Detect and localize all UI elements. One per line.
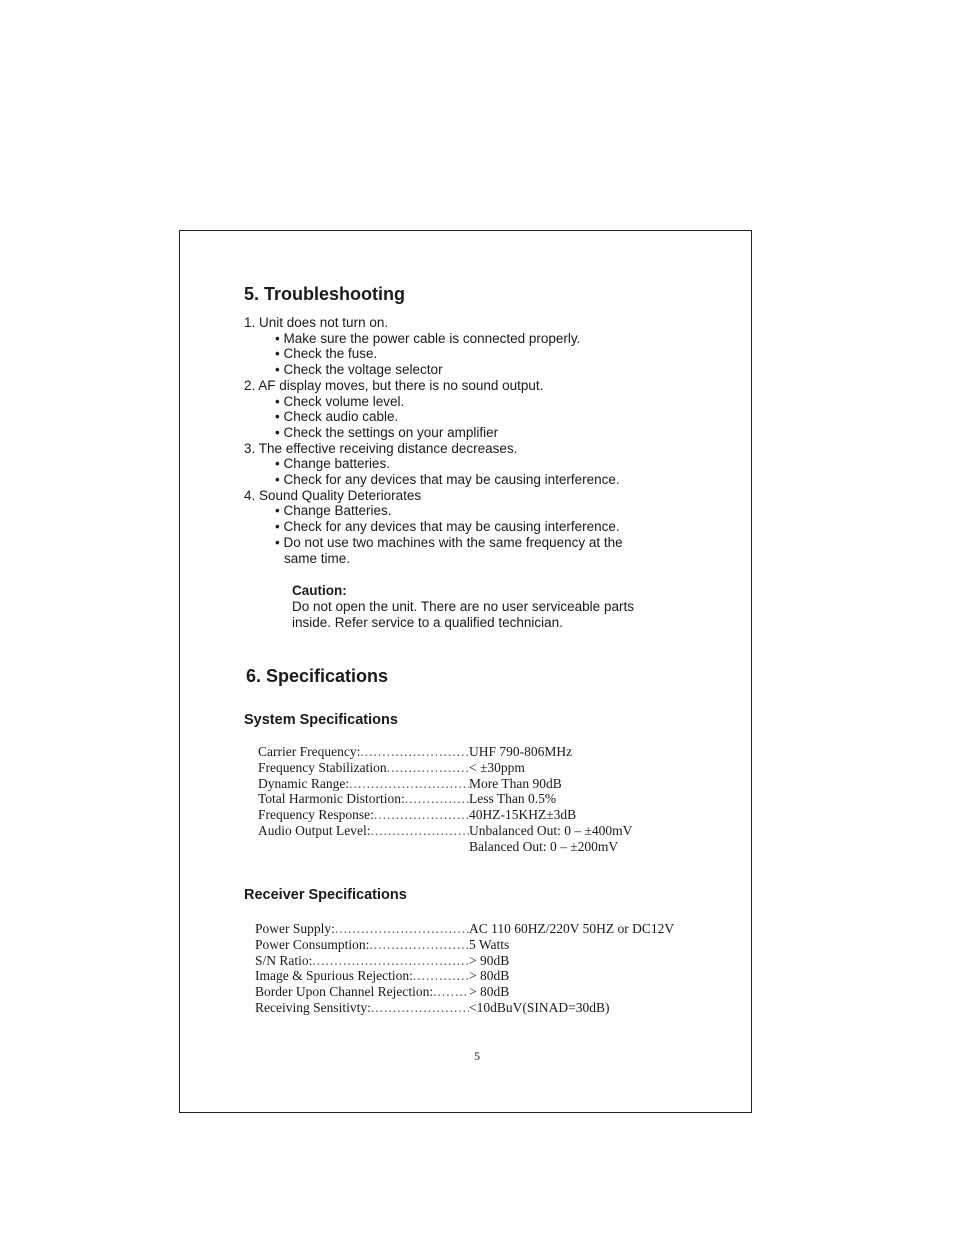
spec-label: Power Supply:: [255, 921, 335, 936]
spec-row: [255, 1000, 674, 1016]
receiver-specs-heading: Receiver Specifications: [244, 887, 407, 903]
spec-row: [255, 921, 674, 937]
page-number: 5: [474, 1049, 480, 1063]
spec-row: [255, 937, 674, 953]
spec-value: > 80dB: [469, 984, 510, 1000]
spec-value: Unbalanced Out: 0 – ±400mV: [469, 822, 633, 838]
spec-row: [258, 807, 632, 823]
spec-value: AC 110 60HZ/220V 50HZ or DC12V: [469, 921, 675, 936]
trouble-item-title: 3. The effective receiving distance decreases.: [244, 440, 518, 456]
troubleshooting-list: [244, 315, 623, 566]
trouble-bullet: • Change batteries.: [275, 456, 391, 472]
spec-label: S/N Ratio:: [255, 952, 313, 968]
spec-value: 5 Watts: [469, 936, 510, 952]
caution-text-line: inside. Refer service to a qualified technician.: [292, 615, 563, 630]
spec-row: [258, 839, 632, 855]
spec-label: Image & Spurious Rejection:: [255, 968, 413, 984]
system-specs-table: [258, 744, 632, 855]
spec-value: < ±30ppm: [469, 759, 525, 775]
spec-label: Power Consumption:: [255, 936, 370, 952]
trouble-bullet: • Check the voltage selector: [275, 362, 443, 378]
spec-value: Less Than 0.5%: [469, 791, 557, 807]
trouble-bullet: • Check for any devices that may be causing interference.: [275, 519, 620, 535]
system-specs-heading: System Specifications: [244, 712, 398, 728]
spec-label: Border Upon Channel Rejection:: [255, 984, 434, 1000]
spec-label: Total Harmonic Distortion:: [258, 791, 405, 807]
trouble-bullet: • Check for any devices that may be causing interference.: [275, 472, 620, 488]
trouble-item-title: 2. AF display moves, but there is no sound output.: [244, 377, 544, 393]
caution-note: [292, 583, 634, 631]
spec-row: [255, 968, 674, 984]
caution-title: Caution:: [292, 583, 347, 598]
spec-row: [258, 823, 632, 839]
spec-value: UHF 790-806MHz: [469, 744, 573, 759]
spec-row: [258, 760, 632, 776]
spec-label: Frequency Stabilization: [258, 759, 387, 775]
trouble-bullet: • Check the settings on your amplifier: [275, 424, 499, 440]
troubleshooting-heading: 5. Troubleshooting: [244, 284, 405, 304]
trouble-bullet: • Change Batteries.: [275, 503, 392, 519]
spec-row: [258, 744, 632, 760]
spec-row: [258, 791, 632, 807]
spec-value: 40HZ-15KHZ±3dB: [469, 807, 577, 823]
spec-row: [255, 953, 674, 969]
spec-row: [258, 776, 632, 792]
caution-text-line: Do not open the unit. There are no user serviceable parts: [292, 599, 634, 614]
receiver-specs-table: [255, 921, 674, 1016]
trouble-item-title: 4. Sound Quality Deteriorates: [244, 487, 422, 503]
spec-label: Dynamic Range:: [258, 775, 350, 791]
trouble-bullet: • Check audio cable.: [275, 409, 399, 425]
spec-value: More Than 90dB: [469, 775, 562, 791]
specifications-heading: 6. Specifications: [246, 666, 389, 686]
spec-label: Audio Output Level:: [258, 822, 371, 838]
spec-label: Receiving Sensitivty:: [255, 999, 371, 1015]
spec-value: > 80dB: [469, 968, 510, 984]
trouble-bullet: • Do not use two machines with the same frequency at the: [275, 534, 623, 550]
spec-row: [255, 984, 674, 1000]
trouble-bullet-continuation: same time.: [284, 550, 351, 566]
trouble-bullet: • Check the fuse.: [275, 346, 378, 362]
trouble-item-title: 1. Unit does not turn on.: [244, 315, 389, 330]
spec-value: > 90dB: [469, 952, 510, 968]
spec-label: Frequency Response:: [258, 807, 374, 823]
spec-value: <10dBuV(SINAD=30dB): [469, 999, 610, 1015]
trouble-bullet: • Make sure the power cable is connected properly.: [275, 330, 581, 346]
spec-label: Carrier Frequency:: [258, 744, 361, 759]
trouble-bullet: • Check volume level.: [275, 393, 405, 409]
spec-value: Balanced Out: 0 – ±200mV: [469, 838, 619, 854]
